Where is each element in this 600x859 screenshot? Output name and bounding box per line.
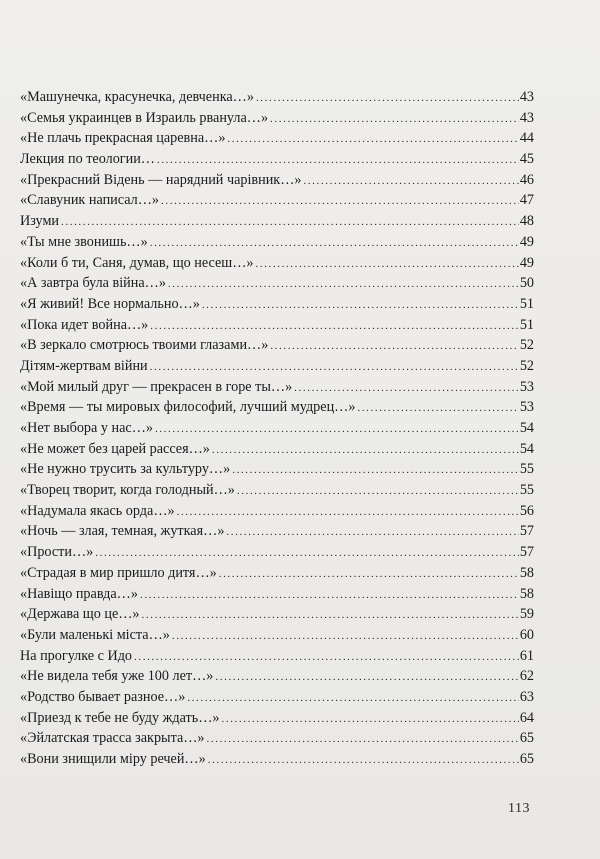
dot-leader (303, 171, 518, 192)
toc-entry-title: «Время — ты мировых философий, лучший мудрец…» (20, 399, 356, 416)
toc-entry (20, 315, 534, 336)
toc-entry-page: 58 (519, 564, 534, 581)
toc-entry-page: 48 (519, 213, 534, 230)
toc-entry-page: 54 (519, 440, 534, 457)
toc-entry-title: «Не нужно трусить за культуру…» (20, 461, 231, 478)
toc-entry-page: 46 (519, 171, 534, 188)
toc-entry-page: 49 (519, 233, 534, 250)
dot-leader (134, 647, 519, 668)
toc-entry (20, 439, 534, 460)
dot-leader (270, 336, 518, 357)
dot-leader (208, 750, 519, 771)
dot-leader (95, 543, 519, 564)
dot-leader (150, 316, 519, 337)
dot-leader (215, 667, 518, 688)
toc-entry-title: «Надумала якась орда…» (20, 502, 175, 519)
dot-leader (227, 129, 518, 150)
toc-entry (20, 232, 534, 253)
toc-entry (20, 666, 534, 687)
toc-entry-page: 62 (519, 668, 534, 685)
toc-entry-page: 44 (519, 130, 534, 147)
dot-leader (187, 688, 519, 709)
toc-entry-title: «Держава що це…» (20, 606, 140, 623)
toc-entry-title: «Коли б ти, Саня, думав, що несеш…» (20, 254, 254, 271)
dot-leader (232, 460, 519, 481)
dot-leader (294, 378, 519, 399)
toc-entry-page: 52 (519, 357, 534, 374)
toc-entry (20, 459, 534, 480)
dot-leader (155, 419, 519, 440)
toc-entry-page: 49 (519, 254, 534, 271)
dot-leader (150, 233, 519, 254)
dot-leader (226, 522, 518, 543)
toc-entry-title: «Машунечка, красунечка, девченка…» (20, 89, 254, 105)
toc-entry-title: «А завтра була війна…» (20, 275, 166, 292)
toc-entry (20, 584, 534, 605)
toc-entry (20, 211, 534, 232)
toc-entry (20, 253, 534, 274)
toc-entry (20, 356, 534, 377)
dot-leader (157, 150, 519, 171)
toc-entry-page: 61 (519, 647, 534, 664)
dot-leader (256, 88, 519, 109)
dot-leader (168, 274, 519, 295)
toc-entry-page: 51 (519, 316, 534, 333)
toc-entry (20, 501, 534, 522)
page-number: 113 (508, 801, 530, 816)
toc-entry-page: 47 (519, 192, 534, 209)
toc-entry (20, 604, 534, 625)
dot-leader (212, 440, 519, 461)
toc-entry (20, 728, 534, 749)
toc-entry-title: «Родство бывает разное…» (20, 688, 186, 705)
toc-entry-title: На прогулке с Идо (20, 647, 133, 664)
dot-leader (207, 729, 519, 750)
toc-entry (20, 625, 534, 646)
toc-entry-title: «Ночь — злая, темная, жуткая…» (20, 523, 225, 540)
toc-entry-title: «Нет выбора у нас…» (20, 420, 153, 436)
toc-entry (20, 687, 534, 708)
toc-entry-page: 59 (519, 606, 534, 623)
toc-entry (20, 335, 534, 356)
dot-leader (150, 357, 519, 378)
toc-entry-page: 56 (519, 502, 534, 519)
dot-leader (172, 626, 519, 647)
toc-entry-title: «Приезд к тебе не буду ждать…» (20, 709, 220, 726)
toc-entry-page: 63 (519, 688, 534, 705)
toc-entry-page: 64 (519, 709, 534, 726)
toc-entry-page: 55 (519, 461, 534, 478)
toc-entry-title: «Навіщо правда…» (20, 585, 138, 602)
toc-entry (20, 149, 534, 170)
toc-entry (20, 563, 534, 584)
toc-entry-page: 65 (519, 730, 534, 747)
dot-leader (237, 481, 519, 502)
toc-entry-page: 52 (519, 337, 534, 354)
toc-entry (20, 397, 534, 418)
toc-entry (20, 190, 534, 211)
toc-entry-page: 58 (519, 585, 534, 602)
toc-entry-title: «Були маленькі міста…» (20, 626, 170, 643)
dot-leader (219, 564, 519, 585)
dot-leader (270, 109, 519, 130)
toc-entry-page: 43 (519, 109, 534, 126)
toc-entry-title: «Страдая в мир пришло дитя…» (20, 564, 217, 581)
dot-leader (61, 212, 519, 233)
toc-entry (20, 480, 534, 501)
toc-entry-title: «В зеркало смотрюсь твоими глазами…» (20, 337, 269, 354)
toc-entry (20, 418, 534, 439)
toc-entry-title: Изуми (20, 213, 60, 230)
toc-entry-title: «Я живий! Все нормально…» (20, 295, 200, 312)
toc-entry-title: «Прости…» (20, 544, 94, 561)
dot-leader (222, 709, 519, 730)
dot-leader (140, 585, 519, 606)
toc-entry-title: «Не плачь прекрасная царевна…» (20, 130, 226, 147)
dot-leader (255, 254, 518, 275)
toc-entry-title: «Ты мне звонишь…» (20, 233, 148, 250)
toc-entry-page: 57 (519, 523, 534, 540)
dot-leader (177, 502, 519, 523)
dot-leader (357, 398, 518, 419)
toc-entry (20, 273, 534, 294)
toc-entry (20, 87, 534, 108)
toc-entry-title: «Мой милый друг — прекрасен в горе ты…» (20, 378, 293, 395)
toc-entry (20, 294, 534, 315)
toc-entry-title: «Эйлатская трасса закрыта…» (20, 730, 205, 747)
toc-entry-page: 55 (519, 482, 534, 499)
toc-entry-page: 43 (519, 89, 534, 105)
toc-entry-title: «Прекрасний Відень — нарядний чарівник…» (20, 171, 302, 188)
toc-entry-title: «Не может без царей рассея…» (20, 440, 210, 457)
toc-entry (20, 377, 534, 398)
toc-entry-page: 53 (519, 399, 534, 416)
toc-entry-page: 60 (519, 626, 534, 643)
toc-entry (20, 108, 534, 129)
toc-entry (20, 749, 534, 770)
toc-entry (20, 170, 534, 191)
table-of-contents (20, 87, 534, 770)
toc-entry (20, 708, 534, 729)
toc-entry-page: 45 (519, 151, 534, 168)
toc-entry-title: Дітям-жертвам війни (20, 357, 148, 374)
dot-leader (142, 605, 519, 626)
toc-entry (20, 646, 534, 667)
toc-entry-title: «Славуник написал…» (20, 192, 160, 209)
toc-entry (20, 128, 534, 149)
toc-entry-page: 54 (519, 420, 534, 436)
toc-entry-page: 50 (519, 275, 534, 292)
toc-entry-page: 57 (519, 544, 534, 561)
dot-leader (202, 295, 519, 316)
toc-entry (20, 542, 534, 563)
toc-entry-page: 53 (519, 378, 534, 395)
toc-entry-title: Лекция по теологии… (20, 151, 155, 168)
toc-entry (20, 521, 534, 542)
dot-leader (161, 191, 519, 212)
toc-entry-title: «Пока идет война…» (20, 316, 149, 333)
toc-entry-page: 65 (519, 751, 534, 767)
toc-entry-title: «Вони знищили міру речей…» (20, 751, 206, 767)
toc-entry-page: 51 (519, 295, 534, 312)
toc-entry-title: «Семья украинцев в Израиль рванула…» (20, 109, 269, 126)
toc-entry-title: «Творец творит, когда голодный…» (20, 482, 235, 499)
toc-entry-title: «Не видела тебя уже 100 лет…» (20, 668, 214, 685)
